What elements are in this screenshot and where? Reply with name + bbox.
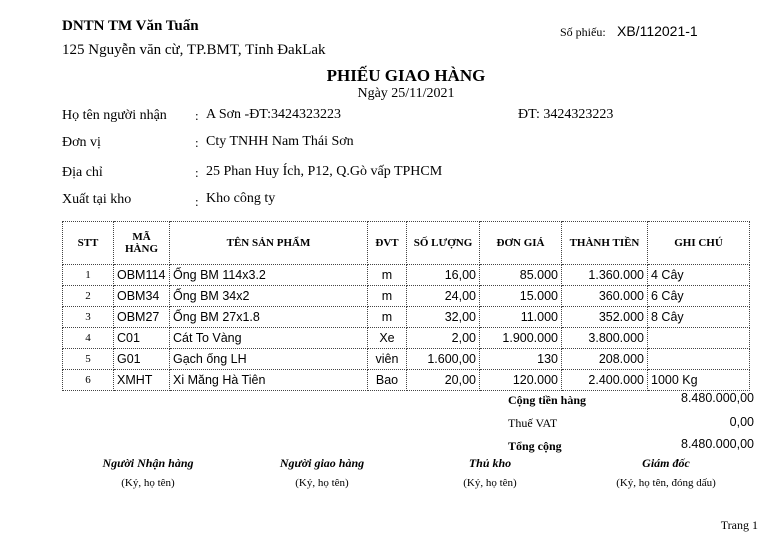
signature-deliverer-title: Người giao hàng: [279, 456, 365, 470]
cell-name: Ống BM 27x1.8: [170, 307, 368, 328]
company-address: 125 Nguyễn văn cừ, TP.BMT, Tỉnh ĐakLak: [62, 42, 326, 58]
signature-storekeeper-title: Thủ kho: [468, 456, 512, 470]
recipient-label: Họ tên người nhận: [62, 108, 167, 123]
unit-label: Đơn vị: [62, 135, 101, 150]
cell-price: 11.000: [480, 307, 562, 328]
cell-qty: 20,00: [407, 370, 480, 391]
header-amount: THÀNH TIỀN: [562, 222, 648, 265]
cell-stt: 2: [63, 286, 114, 307]
recipient-colon: :: [195, 108, 199, 123]
cell-name: Ống BM 34x2: [170, 286, 368, 307]
vat-label: Thuế VAT: [508, 416, 558, 430]
warehouse-label: Xuất tại kho: [62, 192, 132, 207]
cell-unit: m: [368, 286, 407, 307]
cell-amount: 208.000: [562, 349, 648, 370]
cell-note: [648, 349, 750, 370]
cell-code: XMHT: [114, 370, 170, 391]
cell-amount: 360.000: [562, 286, 648, 307]
signature-director-sub: (Ký, họ tên, đóng dấu): [616, 477, 716, 489]
header-code-line2: HÀNG: [125, 243, 158, 255]
signature-receiver-title: Người Nhận hàng: [102, 456, 194, 470]
cell-qty: 2,00: [407, 328, 480, 349]
cell-stt: 4: [63, 328, 114, 349]
cell-price: 120.000: [480, 370, 562, 391]
header-stt: STT: [63, 222, 114, 265]
cell-unit: viên: [368, 349, 407, 370]
address-colon: :: [195, 165, 199, 180]
subtotal-label: Cộng tiền hàng: [508, 393, 587, 407]
cell-qty: 16,00: [407, 265, 480, 286]
page-number: Trang 1: [720, 518, 758, 532]
document-title: PHIẾU GIAO HÀNG: [326, 66, 486, 85]
cell-code: OBM27: [114, 307, 170, 328]
table-row: [63, 349, 750, 370]
table-row: [63, 328, 750, 349]
cell-note: 8 Cây: [648, 307, 750, 328]
cell-note: [648, 328, 750, 349]
unit-value: Cty TNHH Nam Thái Sơn: [206, 134, 354, 149]
cell-name: Gạch ống LH: [170, 349, 368, 370]
delivery-address-value: 25 Phan Huy Ích, P12, Q.Gò vấp TPHCM: [206, 164, 443, 179]
recipient-phone: ĐT: 3424323223: [518, 107, 614, 122]
cell-price: 1.900.000: [480, 328, 562, 349]
cell-stt: 3: [63, 307, 114, 328]
table-row: [63, 307, 750, 328]
cell-note: 4 Cây: [648, 265, 750, 286]
unit-colon: :: [195, 135, 199, 150]
cell-unit: m: [368, 265, 407, 286]
table-row: [63, 265, 750, 286]
cell-name: Ống BM 114x3.2: [170, 265, 368, 286]
cell-unit: m: [368, 307, 407, 328]
cell-stt: 5: [63, 349, 114, 370]
header-unit: ĐVT: [368, 222, 407, 265]
cell-qty: 1.600,00: [407, 349, 480, 370]
slip-number-value: XB/112021-1: [617, 23, 698, 39]
warehouse-value: Kho công ty: [206, 191, 276, 206]
signature-director-title: Giám đốc: [642, 456, 690, 470]
cell-code: OBM34: [114, 286, 170, 307]
cell-note: 1000 Kg: [648, 370, 750, 391]
header-qty: SỐ LƯỢNG: [407, 222, 480, 265]
cell-price: 130: [480, 349, 562, 370]
cell-stt: 1: [63, 265, 114, 286]
header-code: [114, 222, 170, 265]
cell-code: G01: [114, 349, 170, 370]
header-name: TÊN SẢN PHẨM: [170, 222, 368, 265]
subtotal-value: 8.480.000,00: [681, 391, 754, 405]
cell-code: C01: [114, 328, 170, 349]
table-row: [63, 370, 750, 391]
table-row: [63, 286, 750, 307]
vat-value: 0,00: [729, 415, 754, 429]
recipient-value: A Sơn -ĐT:3424323223: [206, 107, 342, 122]
cell-qty: 24,00: [407, 286, 480, 307]
cell-amount: 3.800.000: [562, 328, 648, 349]
total-value: 8.480.000,00: [681, 437, 754, 451]
company-name: DNTN TM Văn Tuấn: [62, 18, 199, 34]
signature-receiver-sub: (Ký, họ tên): [121, 477, 175, 489]
slip-number-label: Số phiếu:: [560, 25, 606, 39]
items-table: [62, 221, 750, 391]
cell-name: Cát To Vàng: [170, 328, 368, 349]
cell-code: OBM114: [114, 265, 170, 286]
cell-unit: Bao: [368, 370, 407, 391]
total-label: Tổng cộng: [508, 439, 562, 453]
table-header-row: [63, 222, 750, 265]
warehouse-colon: :: [195, 194, 199, 209]
cell-name: Xi Măng Hà Tiên: [170, 370, 368, 391]
cell-note: 6 Cây: [648, 286, 750, 307]
cell-amount: 2.400.000: [562, 370, 648, 391]
cell-stt: 6: [63, 370, 114, 391]
cell-amount: 352.000: [562, 307, 648, 328]
cell-qty: 32,00: [407, 307, 480, 328]
signature-storekeeper-sub: (Ký, họ tên): [463, 477, 517, 489]
cell-price: 85.000: [480, 265, 562, 286]
signature-deliverer-sub: (Ký, họ tên): [295, 477, 349, 489]
cell-amount: 1.360.000: [562, 265, 648, 286]
document-date: Ngày 25/11/2021: [357, 86, 455, 101]
address-label: Địa chỉ: [62, 165, 103, 180]
header-code-line1: MÃ: [132, 231, 151, 243]
cell-price: 15.000: [480, 286, 562, 307]
cell-unit: Xe: [368, 328, 407, 349]
header-note: GHI CHÚ: [648, 222, 750, 265]
header-price: ĐƠN GIÁ: [480, 222, 562, 265]
